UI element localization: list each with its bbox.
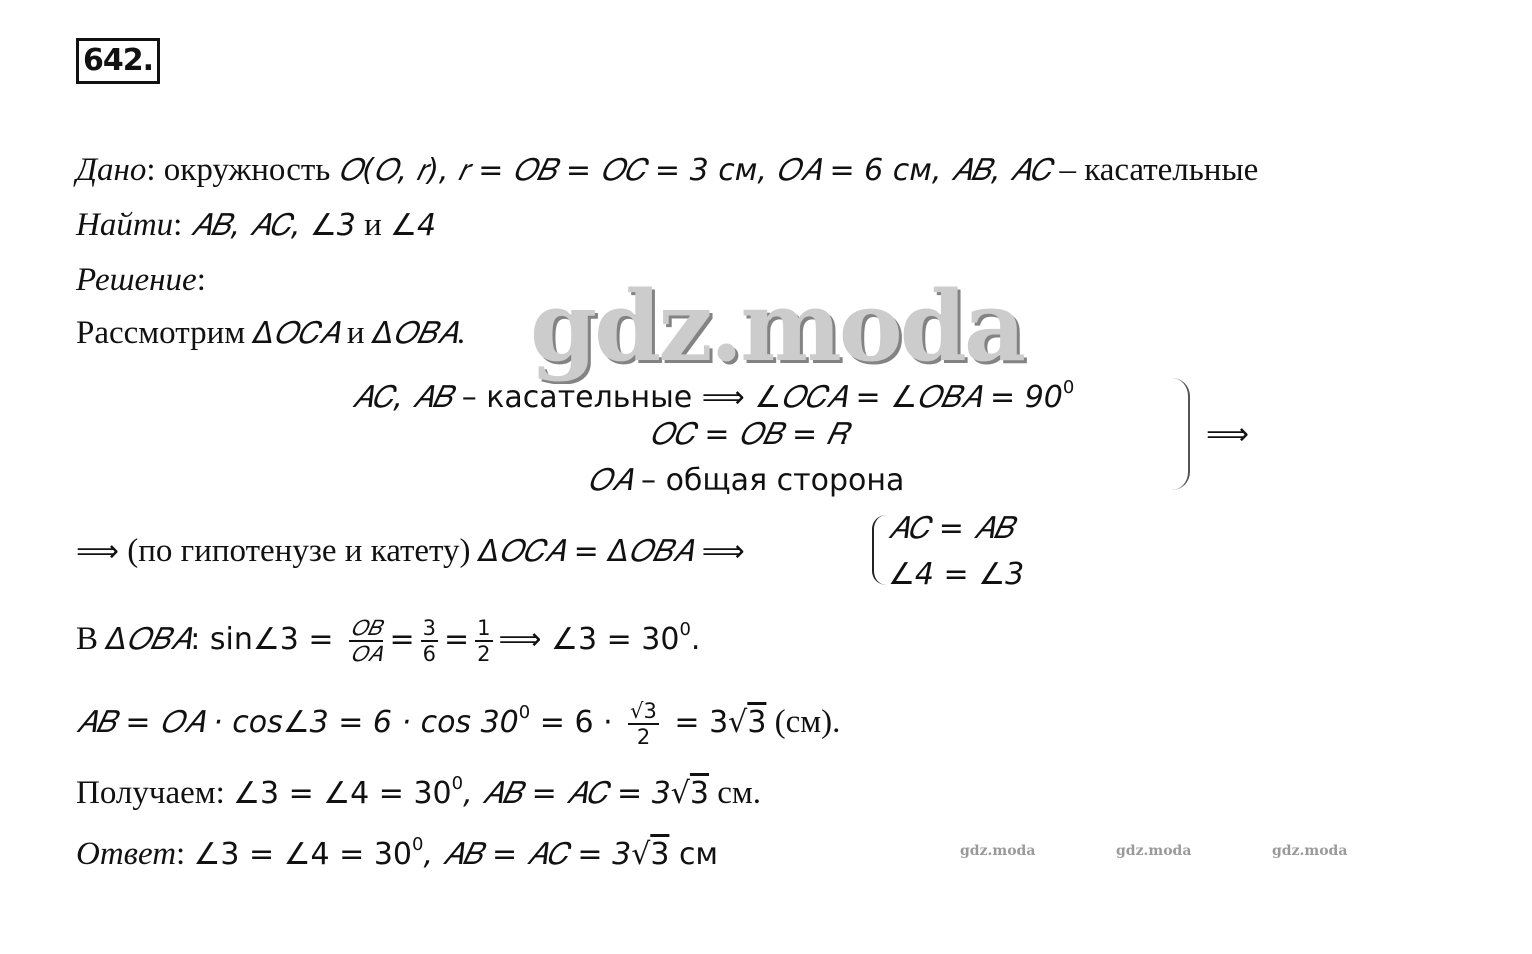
result-text: Получаем: [76,775,234,811]
system1-line3 [588,460,904,501]
solution-label: Решение [76,262,197,298]
find-math-2: ∠4 [390,208,437,243]
given-math: 𝑂(𝑂, 𝑟), 𝑟 = 𝑂𝐵 = 𝑂𝐶 = 3 см, 𝑂𝐴 = 6 см, 𝐴𝐵, 𝐴𝐶 [338,153,1052,188]
sine-frac-3-num: 1 [477,616,491,641]
consider-line [76,313,465,354]
conclusion1-sys-line1-math: 𝐴𝐶 = 𝐴𝐵 [888,511,1014,546]
consider-tri-2: Δ𝑂𝐵𝐴 [372,316,457,351]
system1-line1-text: – касательные [452,380,702,415]
sine-result: ⟹ ∠3 = 30 [498,622,680,657]
answer-math-2: , 𝐴𝐵 = 𝐴𝐶 = 3√ [423,837,651,872]
answer-label: Ответ [76,836,177,872]
consider-tri-1: Δ𝑂𝐶𝐴 [253,316,339,351]
answer-line [76,825,718,875]
ab-line [76,693,840,749]
sine-frac-3 [475,616,492,666]
find-and: и [355,207,391,243]
sine-frac-2-num: 3 [422,616,436,641]
sine-line: В Δ𝑂𝐵𝐴: sin∠3 = $\frac{\text{𝑂𝐵}}{\text{𝑂𝐴}}$ = $\frac{3}{6}$ = $\frac{1}{2}$ ⟹ ∠3 = $30^0$. [76,616,701,667]
system1-implies-arrow: ⟹ [1206,417,1250,452]
system1-line3-math: 𝑂𝐴 [588,463,632,498]
small-watermark: gdz.moda [960,843,1036,859]
ab-sup: 0 [518,702,531,723]
ab-unit: (см). [766,704,841,740]
answer-unit: см [669,837,719,872]
result-math: ∠3 = ∠4 = 30 [233,776,452,811]
given-label: Дано [76,152,147,188]
ab-radicand: 3 [747,705,767,740]
sine-frac-3-den: 2 [477,642,491,667]
sine-prefix: В [76,621,107,657]
conclusion1-sys-line2 [888,554,1024,595]
given-text: : окружность [146,152,339,188]
sine-frac-1 [349,616,383,666]
system1-line1-math: 𝐴𝐶, 𝐴𝐵 [352,380,453,415]
small-watermark: gdz.moda [1272,843,1348,859]
sine-frac-2 [421,616,438,666]
answer-colon: : [176,836,194,872]
sine-frac-1-den: 𝑂𝐴 [351,642,382,667]
given-line [76,150,1258,191]
conclusion1-sys-line1 [888,508,1013,549]
ab-math-2: = 6 · [530,705,623,740]
conclusion1-sys-line2-math: ∠4 = ∠3 [888,557,1025,592]
result-line [76,764,761,814]
small-watermark: gdz.moda [1116,843,1192,859]
ab-frac-num: √3 [630,699,657,724]
conclusion1-text: (по гипотенузе и катету) [119,533,479,569]
result-unit: см. [709,775,762,811]
find-label: Найти [76,207,174,243]
system1-line2-math: 𝑂𝐶 = 𝑂𝐵 = 𝑅 [650,417,848,452]
system1-line2 [650,414,848,455]
sine-frac-2-den: 6 [422,642,436,667]
conclusion1-math: Δ𝑂𝐶𝐴 = Δ𝑂𝐵𝐴 ⟹ [478,534,745,569]
answer-sup: 0 [412,834,424,855]
watermark-logo: gdz.moda [530,270,1024,383]
find-math-1: 𝐴𝐵, 𝐴𝐶, ∠3 [190,208,356,243]
solution-heading [76,260,206,300]
sine-frac-1-num: 𝑂𝐵 [349,616,383,642]
sine-end: . [690,622,701,657]
system1-line1-sup: 0 [1062,377,1075,398]
consider-dot: . [456,315,466,351]
sine-colon: : sin∠3 = [190,622,344,657]
conclusion1-arrow: ⟹ [76,534,120,569]
find-line [76,205,436,246]
result-sup: 0 [451,773,464,794]
solution-colon: : [196,262,206,298]
result-radicand: 3 [689,776,710,811]
given-tail: – касательные [1051,152,1259,188]
result-math-2: , 𝐴𝐵 = 𝐴𝐶 = 3√ [463,776,690,811]
system1-line1 [352,368,1074,418]
system1-line3-text: – общая сторона [631,463,905,498]
left-brace [872,515,888,585]
sine-result-sup: 0 [679,619,691,640]
problem-number: 642. [76,38,160,84]
consider-text: Рассмотрим [76,315,254,351]
answer-math: ∠3 = ∠4 = 30 [193,837,413,872]
ab-frac [628,699,659,749]
system1-implies [1206,414,1249,455]
ab-math: 𝐴𝐵 = 𝑂𝐴 · cos∠3 = 6 · cos 30 [76,705,519,740]
right-brace [1170,378,1190,490]
conclusion1-line [76,531,745,572]
ab-frac-den: 2 [636,725,651,750]
consider-and: и [338,315,373,351]
system1-line1-math2: ⟹ ∠𝑂𝐶𝐴 = ∠𝑂𝐵𝐴 = 90 [701,380,1063,415]
find-text: : [173,207,191,243]
answer-radicand: 3 [650,837,670,872]
ab-math-3: = 3√ [664,705,748,740]
sine-tri: Δ𝑂𝐵𝐴 [106,622,191,657]
